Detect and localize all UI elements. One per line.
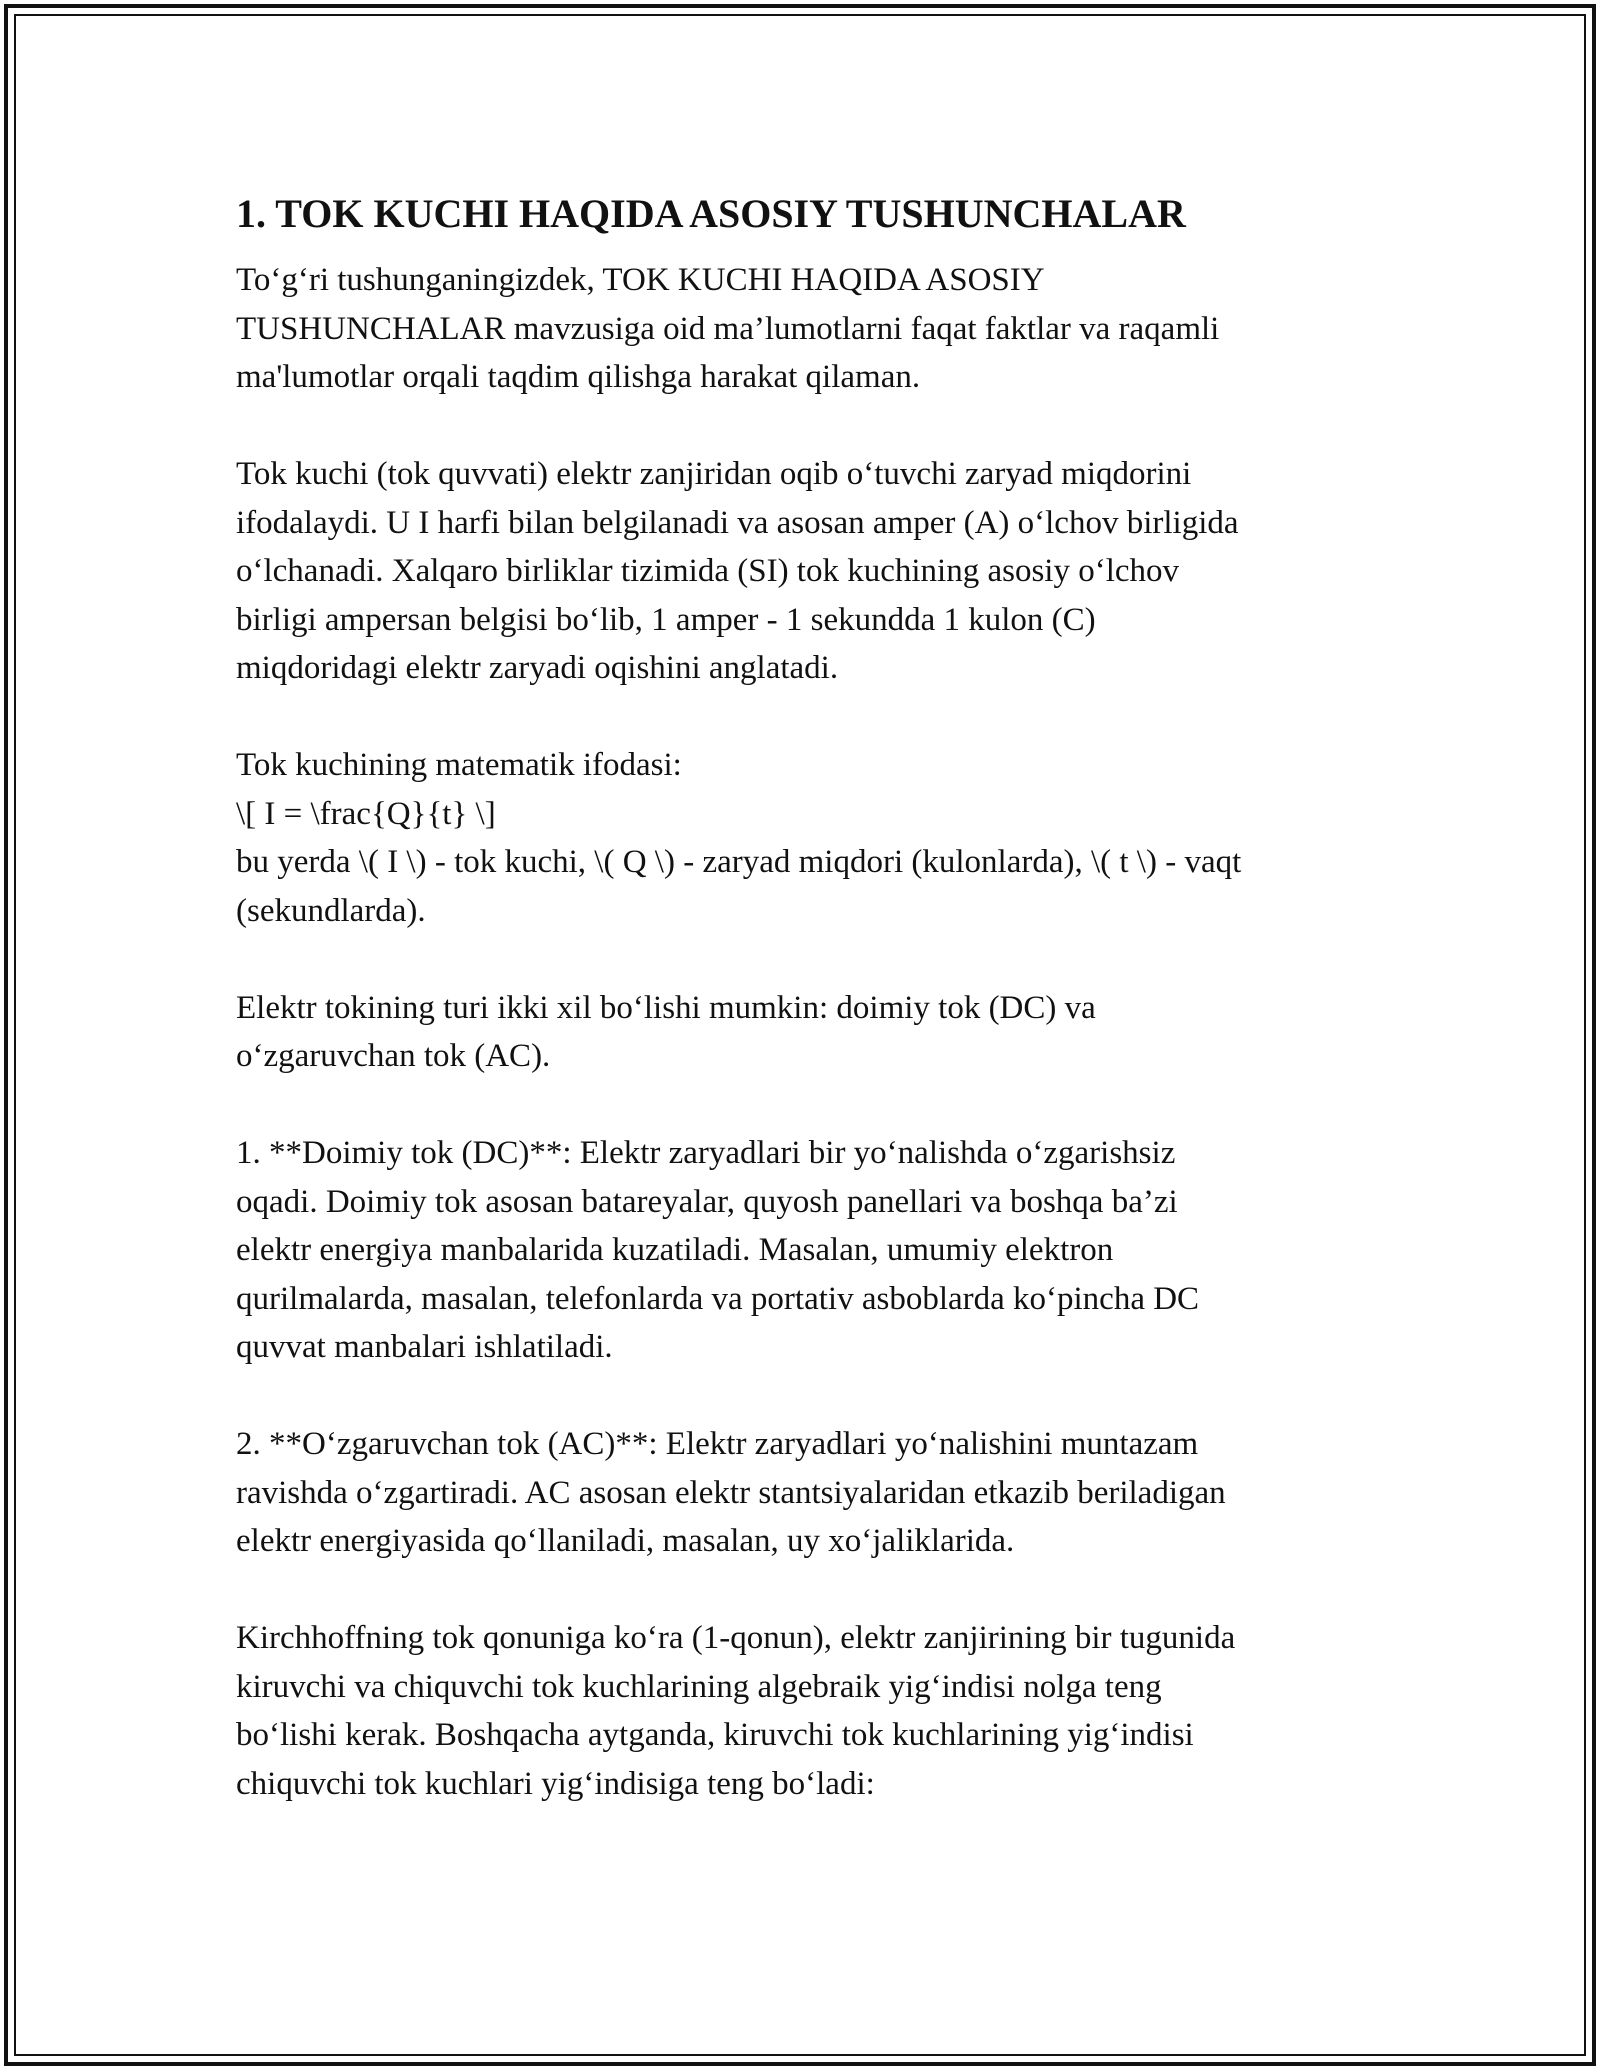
text-line: bu yerda \( I \) - tok kuchi, \( Q \) - zaryad miqdori (kulonlarda), \( t \) - vaqt (236, 844, 1242, 880)
text-line: Tok kuchining matematik ifodasi: (236, 747, 682, 783)
text-line: ma'lumotlar orqali taqdim qilishga harakat qilaman. (236, 359, 921, 395)
text-line: elektr energiya manbalarida kuzatiladi. Masalan, umumiy elektron (236, 1232, 1114, 1268)
document-body (236, 188, 1376, 1808)
paragraph-intro (236, 256, 1376, 402)
text-line: quvvat manbalari ishlatiladi. (236, 1329, 613, 1365)
paragraph-kirchhoff (236, 1614, 1376, 1808)
text-line: 2. **O‘zgaruvchan tok (AC)**: Elektr zaryadlari yo‘nalishini muntazam (236, 1426, 1199, 1462)
text-line: elektr energiyasida qo‘llaniladi, masalan, uy xo‘jaliklarida. (236, 1523, 1015, 1559)
text-line: chiquvchi tok kuchlari yig‘indisiga teng bo‘ladi: (236, 1765, 875, 1802)
text-line: qurilmalarda, masalan, telefonlarda va portativ asboblarda ko‘pincha DC (236, 1280, 1200, 1317)
text-line: bo‘lishi kerak. Boshqacha aytganda, kiruvchi tok kuchlarining yig‘indisi (236, 1717, 1194, 1753)
text-line: 1. **Doimiy tok (DC)**: Elektr zaryadlari bir yo‘nalishda o‘zgarishsiz (236, 1135, 1176, 1171)
paragraph-dc (236, 1129, 1376, 1372)
text-line: Kirchhoffning tok qonuniga ko‘ra (1-qonun), elektr zanjirining bir tugunida (236, 1620, 1236, 1656)
paragraph-ac (236, 1420, 1376, 1566)
text-line: kiruvchi va chiquvchi tok kuchlarining algebraik yig‘indisi nolga teng (236, 1668, 1162, 1705)
text-line: To‘g‘ri tushunganingizdek, TOK KUCHI HAQIDA ASOSIY (236, 262, 1045, 298)
paragraph-formula (236, 741, 1376, 935)
text-line: ifodalaydi. U I harfi bilan belgilanadi va asosan amper (A) o‘lchov birligida (236, 504, 1239, 541)
text-line: birligi ampersan belgisi bo‘lib, 1 amper - 1 sekundda 1 kulon (C) (236, 601, 1096, 638)
text-line: o‘lchanadi. Xalqaro birliklar tizimida (SI) tok kuchining asosiy o‘lchov (236, 553, 1180, 589)
text-line: Tok kuchi (tok quvvati) elektr zanjiridan oqib o‘tuvchi zaryad miqdorini (236, 456, 1192, 492)
text-line: ravishda o‘zgartiradi. AC asosan elektr stantsiyalaridan etkazib beriladigan (236, 1474, 1226, 1511)
text-line: miqdoridagi elektr zaryadi oqishini anglatadi. (236, 650, 839, 686)
text-line: TUSHUNCHALAR mavzusiga oid ma’lumotlarni faqat faktlar va raqamli (236, 310, 1220, 347)
paragraph-current-types (236, 984, 1376, 1081)
formula-line: \[ I = \frac{Q}{t} \] (236, 795, 496, 832)
text-line: Elektr tokining turi ikki xil bo‘lishi mumkin: doimiy tok (DC) va (236, 989, 1096, 1026)
text-line: o‘zgaruvchan tok (AC). (236, 1038, 551, 1074)
document-title: 1. TOK KUCHI HAQIDA ASOSIY TUSHUNCHALAR (236, 191, 1186, 236)
text-line: oqadi. Doimiy tok asosan batareyalar, quyosh panellari va boshqa ba’zi (236, 1183, 1178, 1220)
paragraph-definition (236, 450, 1376, 693)
text-line: (sekundlarda). (236, 892, 426, 929)
